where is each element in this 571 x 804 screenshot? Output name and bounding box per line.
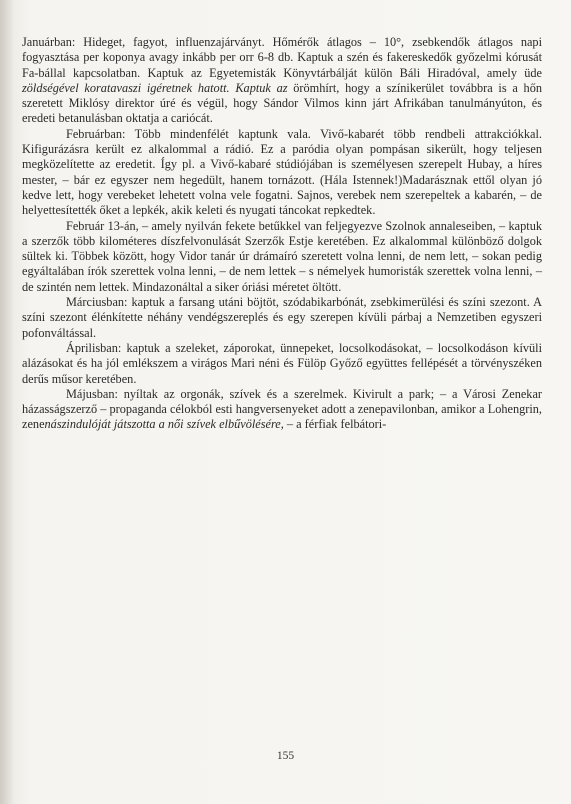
paragraph — [22, 341, 542, 387]
paragraph — [22, 219, 542, 295]
paragraph — [22, 387, 542, 433]
text-run: Januárban: Hideget, fagyot, influenzajárványt. Hőmérők átlagos – 10°, zsebkendők átlagos napi fogyasztása per koponya avagy inkább per orr 6-8 db. Kaptuk a szén és fakereskedők győzelmi kórusát Fa-bállal kapcsolatban. Kaptuk az Egyetemisták Könyvtárbálját külön Báli Hiradóval, amely üde — [22, 35, 542, 80]
body-text — [22, 35, 542, 433]
page-number: 155 — [276, 750, 295, 762]
text-run: Áprilisban: kaptuk a szeleket, záporokat, ünnepeket, locsolkodásokat, – locsolkodáson kívüli alázásokat és ha jól emlékszem a virágos Mari néni és Fülöp Győző együttes fellépését a törvényszéken derűs műsor keretében. — [22, 340, 542, 386]
paragraph — [22, 35, 542, 127]
text-run: örömhírt, hogy a színikerület továbbra is a hőn szeretett Miklósy direktor úré és végül, hogy Sándor Vilmos kinn járt Afrikában tanulmányúton, és eredeti betanulásban oktatja a cariócát. — [22, 80, 542, 126]
spine-shadow — [0, 0, 14, 804]
italic-text: zöldségével koratavaszi igéretnek hatott. Kaptuk az — [22, 80, 288, 95]
text-run: Február 13-án, – amely nyilván fekete betűkkel van feljegyezve Szolnok annaleseiben, – kaptuk a szerzők több kilométeres díszfelvonulását Szerzők Estje keretében. Ez alkalommal különböző dolgok sültek ki. Többek között, hogy Vidor tanár úr drámaíró szeretett volna lenni, de nem lett, – sokan pedig egyáltalában írók szerettek volna lenni, – de nem lettek – s némelyek humoristák szerettek volna lenni, – de szintén nem lettek. Mindazonáltal a siker óriási méretet öltött. — [22, 218, 542, 294]
paragraph — [22, 127, 542, 219]
text-run: – a férfiak felbátori- — [283, 417, 387, 432]
paragraph — [22, 295, 542, 341]
text-run: Februárban: Több mindenfélét kaptunk vala. Vivő-kabarét több rendbeli attrakciókkal. Kifigurázásra került ez alkalommal a rádió. Ez a paródia olyan pompásan sikerült, hogy teljesen megközelítette az eredetit. Így pl. a Vivő-kabaré stúdiójában is személyesen szerepelt Hubay, a híres mester, – bár ez egyszer nem hegedült, hanem tornázott. (Hála Istennek!)Madarásznak ettől olyan jó kedve lett, hogy verebeket lehetett volna vele fogatni. Sajnos, verebek nem szerepeltek a kabarén, – de helyettesítették őket a lepkék, akik keleti és nyugati táncokat repkedtek. — [22, 126, 542, 218]
text-run: Májusban: nyíltak az orgonák, szívek és a szerelmek. Kivirult a park; – a Városi Zenekar házasságszerző – propaganda célokból esti hangversenyeket adott a zenepavilonban, amikor a Lohengrin, zene — [22, 386, 542, 432]
text-run: Márciusban: kaptuk a farsang utáni böjtöt, szódabikarbónát, zsebkimerülési és színi szezont. A színi szezont élénkítette néhány vendégszereplés és egy szerepen kívüli párbaj a Nemzetiben egyszeri pofonváltással. — [22, 295, 542, 340]
italic-text: nászindulóját játszotta a női szívek elbűvölésére, — [44, 417, 284, 432]
